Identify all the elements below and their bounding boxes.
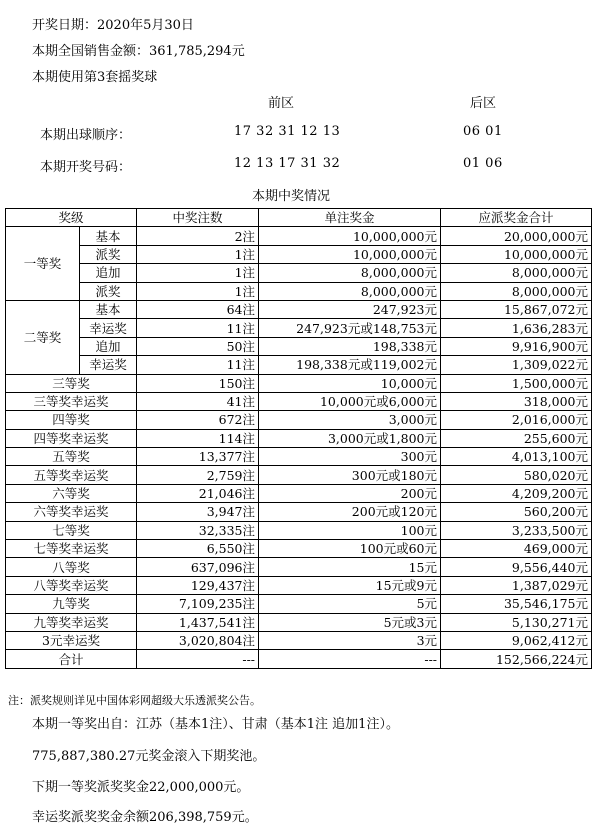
prize-cell: 198,338元或119,002元	[259, 356, 441, 374]
table-row	[6, 540, 592, 558]
sub-level: 追加	[80, 337, 137, 355]
count-cell: 1,437,541注	[137, 613, 259, 631]
level-cell: 三等奖	[6, 374, 137, 392]
prize-cell: 200元或120元	[259, 503, 441, 521]
col-count: 中奖注数	[137, 209, 259, 227]
level-cell: 3元幸运奖	[6, 631, 137, 649]
total-cell: 35,546,175元	[441, 595, 592, 613]
total-cell: 1,387,029元	[441, 576, 592, 594]
table-row	[6, 392, 592, 410]
level-cell: 五等奖幸运奖	[6, 466, 137, 484]
total-prize: ---	[259, 650, 441, 668]
prize-cell: 100元或60元	[259, 540, 441, 558]
table-row	[6, 356, 592, 374]
total-cell: 469,000元	[441, 540, 592, 558]
level-cell: 八等奖	[6, 558, 137, 576]
total-cell: 580,020元	[441, 466, 592, 484]
count-cell: 2,759注	[137, 466, 259, 484]
prize-cell: 15元或9元	[259, 576, 441, 594]
prize-cell: 3,000元或1,800元	[259, 429, 441, 447]
count-cell: 1注	[137, 264, 259, 282]
prize-cell: 3,000元	[259, 411, 441, 429]
first-prize-label: 一等奖	[6, 227, 80, 301]
sub-level: 幸运奖	[80, 319, 137, 337]
total-cell: 560,200元	[441, 503, 592, 521]
sub-level: 基本	[80, 227, 137, 245]
total-cell: 255,600元	[441, 429, 592, 447]
count-cell: 3,947注	[137, 503, 259, 521]
winning-numbers-front: 12 13 17 31 32	[234, 156, 341, 171]
count-cell: 637,096注	[137, 558, 259, 576]
total-cell: 4,013,100元	[441, 448, 592, 466]
sub-level: 追加	[80, 264, 137, 282]
total-cell: 1,500,000元	[441, 374, 592, 392]
prize-cell: 10,000元或6,000元	[259, 392, 441, 410]
count-cell: 114注	[137, 429, 259, 447]
ball-set: 本期使用第3套摇奖球	[32, 70, 158, 85]
sales-amount: 本期全国销售金额：361,785,294元	[32, 44, 245, 59]
winning-numbers-label: 本期开奖号码：	[40, 160, 132, 175]
total-cell: 4,209,200元	[441, 484, 592, 502]
level-cell: 九等奖	[6, 595, 137, 613]
front-zone-label: 前区	[268, 96, 295, 111]
col-total: 应派奖金合计	[441, 209, 592, 227]
table-row	[6, 227, 592, 245]
table-row	[6, 264, 592, 282]
table-row	[6, 558, 592, 576]
count-cell: 41注	[137, 392, 259, 410]
table-row	[6, 319, 592, 337]
count-cell: 50注	[137, 337, 259, 355]
level-cell: 九等奖幸运奖	[6, 613, 137, 631]
prize-cell: 200元	[259, 484, 441, 502]
count-cell: 129,437注	[137, 576, 259, 594]
sub-level: 基本	[80, 300, 137, 318]
count-cell: 6,550注	[137, 540, 259, 558]
total-cell: 318,000元	[441, 392, 592, 410]
count-cell: 32,335注	[137, 521, 259, 539]
draw-order-label: 本期出球顺序：	[40, 128, 132, 143]
total-label: 合计	[6, 650, 137, 668]
table-row	[6, 576, 592, 594]
draw-order-back: 06 01	[463, 124, 503, 139]
second-prize-label: 二等奖	[6, 300, 80, 374]
table-row	[6, 521, 592, 539]
other-prize-rows	[6, 374, 592, 650]
sub-level: 派奖	[80, 245, 137, 263]
count-cell: 21,046注	[137, 484, 259, 502]
total-cell: 8,000,000元	[441, 282, 592, 300]
table-row	[6, 337, 592, 355]
table-row	[6, 484, 592, 502]
level-cell: 五等奖	[6, 448, 137, 466]
prize-cell: 5元	[259, 595, 441, 613]
level-cell: 六等奖	[6, 484, 137, 502]
level-cell: 三等奖幸运奖	[6, 392, 137, 410]
level-cell: 六等奖幸运奖	[6, 503, 137, 521]
total-cell: 3,233,500元	[441, 521, 592, 539]
level-cell: 四等奖幸运奖	[6, 429, 137, 447]
level-cell: 七等奖幸运奖	[6, 540, 137, 558]
next-first-prize-bonus: 下期一等奖派奖奖金22,000,000元。	[32, 780, 250, 795]
prize-cell: 10,000元	[259, 374, 441, 392]
grand-total: 152,566,224元	[441, 650, 592, 668]
footnote: 注：派奖规则详见中国体彩网超级大乐透派奖公告。	[8, 694, 261, 707]
table-row	[6, 429, 592, 447]
count-cell: 11注	[137, 319, 259, 337]
table-row	[6, 411, 592, 429]
prize-cell: 3元	[259, 631, 441, 649]
back-zone-label: 后区	[470, 96, 497, 111]
table-row	[6, 300, 592, 318]
total-cell: 8,000,000元	[441, 264, 592, 282]
count-cell: 2注	[137, 227, 259, 245]
rollover-amount: 775,887,380.27元奖金滚入下期奖池。	[32, 749, 266, 764]
prize-cell: 15元	[259, 558, 441, 576]
total-row	[6, 650, 592, 668]
prize-cell: 8,000,000元	[259, 282, 441, 300]
level-cell: 四等奖	[6, 411, 137, 429]
count-cell: 672注	[137, 411, 259, 429]
total-cell: 9,916,900元	[441, 337, 592, 355]
total-cell: 20,000,000元	[441, 227, 592, 245]
draw-order-front: 17 32 31 12 13	[234, 124, 341, 139]
table-header-row	[6, 209, 592, 227]
prize-cell: 5元或3元	[259, 613, 441, 631]
count-cell: 1注	[137, 245, 259, 263]
count-cell: 150注	[137, 374, 259, 392]
total-cell: 5,130,271元	[441, 613, 592, 631]
table-row	[6, 595, 592, 613]
count-cell: 7,109,235注	[137, 595, 259, 613]
total-cell: 15,867,072元	[441, 300, 592, 318]
count-cell: 11注	[137, 356, 259, 374]
table-row	[6, 245, 592, 263]
sub-level: 派奖	[80, 282, 137, 300]
winning-numbers-back: 01 06	[463, 156, 503, 171]
table-row	[6, 503, 592, 521]
prize-table	[5, 208, 592, 669]
col-prize: 单注奖金	[259, 209, 441, 227]
table-row	[6, 448, 592, 466]
total-cell: 9,556,440元	[441, 558, 592, 576]
prize-cell: 247,923元或148,753元	[259, 319, 441, 337]
count-cell: 3,020,804注	[137, 631, 259, 649]
sub-level: 幸运奖	[80, 356, 137, 374]
count-cell: 13,377注	[137, 448, 259, 466]
table-row	[6, 613, 592, 631]
prize-cell: 198,338元	[259, 337, 441, 355]
prize-cell: 247,923元	[259, 300, 441, 318]
total-cell: 1,309,022元	[441, 356, 592, 374]
first-prize-origin: 本期一等奖出自：江苏（基本1注）、甘肃（基本1注 追加1注）。	[32, 717, 399, 732]
prize-cell: 10,000,000元	[259, 227, 441, 245]
level-cell: 七等奖	[6, 521, 137, 539]
count-cell: 1注	[137, 282, 259, 300]
total-count: ---	[137, 650, 259, 668]
prize-cell: 300元或180元	[259, 466, 441, 484]
table-row	[6, 282, 592, 300]
prize-cell: 100元	[259, 521, 441, 539]
total-cell: 10,000,000元	[441, 245, 592, 263]
level-cell: 八等奖幸运奖	[6, 576, 137, 594]
count-cell: 64注	[137, 300, 259, 318]
col-level: 奖级	[6, 209, 137, 227]
draw-date: 开奖日期：2020年5月30日	[32, 18, 194, 33]
prize-cell: 300元	[259, 448, 441, 466]
table-row	[6, 374, 592, 392]
total-cell: 2,016,000元	[441, 411, 592, 429]
table-title: 本期中奖情况	[252, 189, 331, 204]
table-row	[6, 466, 592, 484]
total-cell: 9,062,412元	[441, 631, 592, 649]
total-cell: 1,636,283元	[441, 319, 592, 337]
lucky-bonus-balance: 幸运奖派奖奖金余额206,398,759元。	[32, 810, 258, 825]
prize-cell: 10,000,000元	[259, 245, 441, 263]
table-row	[6, 631, 592, 649]
prize-cell: 8,000,000元	[259, 264, 441, 282]
